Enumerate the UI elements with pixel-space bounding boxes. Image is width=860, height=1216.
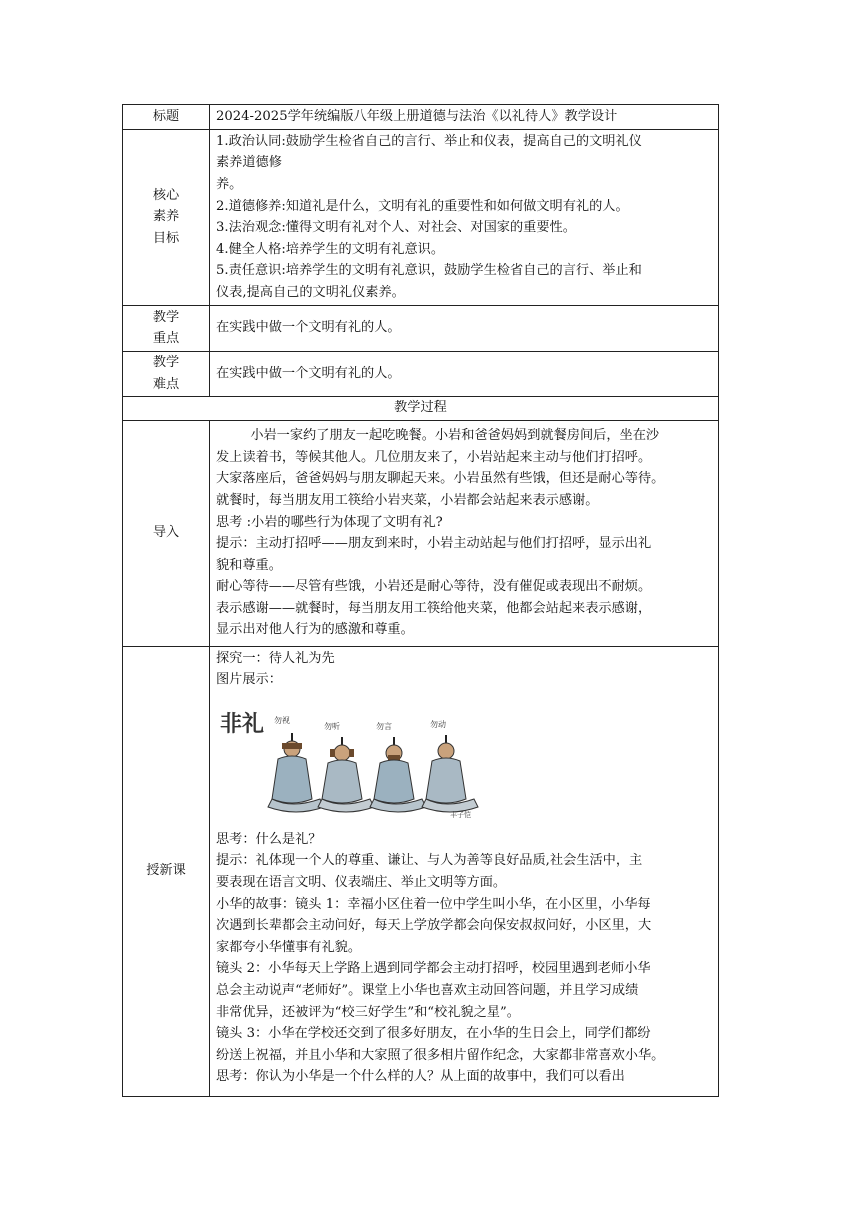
lesson-line: 要表现在语言文明、仪表端庄、举止文明等方面。 [216, 874, 507, 890]
goal-line: 仪表,提高自己的文明礼仪素养。 [216, 284, 405, 300]
difficulty-row [123, 351, 719, 396]
core-goals-row [123, 129, 719, 305]
process-header: 教学过程 [123, 396, 719, 420]
intro-line: 发上读着书，等候其他人。几位朋友来了，小岩站起来主动与他们打招呼。 [216, 449, 652, 465]
illustration-svg [220, 703, 480, 821]
label-line: 难点 [152, 376, 180, 392]
lesson-line: 提示：礼体现一个人的尊重、谦让、与人为善等良好品质,社会生活中，主 [216, 853, 643, 869]
title-label: 标题 [123, 105, 210, 130]
intro-label: 导入 [123, 420, 210, 646]
key-point-content: 在实践中做一个文明有礼的人。 [210, 305, 719, 351]
illustration-signature: 丰子恺 [450, 810, 471, 819]
lesson-line: 非常优异，还被评为“校三好学生”和“校礼貌之星”。 [216, 1004, 520, 1020]
lesson-line: 次遇到长辈都会主动问好，每天上学放学都会向保安叔叔问好，小区里，大 [216, 918, 652, 934]
core-goals-label [123, 129, 210, 305]
lesson-line: 镜头 2：小华每天上学路上遇到同学都会主动打招呼，校园里遇到老师小华 [216, 961, 651, 977]
lesson-line: 家都夸小华懂事有礼貌。 [216, 939, 362, 955]
new-lesson-row [123, 646, 719, 1096]
four-monkeys-illustration [220, 703, 480, 821]
lesson-line: 纷送上祝福，并且小华和大家照了很多相片留作纪念，大家都非常喜欢小华。 [216, 1047, 665, 1063]
label-line: 教学 [152, 309, 180, 325]
caption-see: 勿视 [274, 715, 290, 725]
label-line: 素养 [152, 209, 180, 225]
lesson-line: 思考：你认为小华是一个什么样的人？从上面的故事中，我们可以看出 [216, 1069, 625, 1085]
intro-line: 思考 :小岩的哪些行为体现了文明有礼? [216, 514, 443, 530]
label-line: 目标 [152, 230, 180, 246]
goal-line: 5.责任意识:培养学生的文明有礼意识，鼓励学生检省自己的言行、举止和 [216, 263, 642, 279]
intro-line: 耐心等待——尽管有些饿，小岩还是耐心等待，没有催促或表现出不耐烦。 [216, 579, 652, 595]
lesson-line: 思考：什么是礼？ [216, 831, 322, 847]
new-lesson-content [210, 646, 719, 1096]
difficulty-content: 在实践中做一个文明有礼的人。 [210, 351, 719, 396]
goal-line: 3.法治观念:懂得文明有礼对个人、对社会、对国家的重要性。 [216, 220, 576, 236]
lesson-line: 镜头 3：小华在学校还交到了很多好朋友，在小华的生日会上，同学们都纷 [216, 1026, 651, 1042]
figure-see [268, 733, 324, 812]
label-line: 重点 [152, 331, 180, 347]
intro-line: 貌和尊重。 [216, 557, 282, 573]
document-title: 2024-2025学年统编版八年级上册道德与法治《以礼待人》教学设计 [210, 105, 719, 130]
core-goals-content [210, 129, 719, 305]
caption-hear: 勿听 [324, 721, 340, 731]
figure-move [422, 735, 478, 812]
key-point-row [123, 305, 719, 351]
label-line: 教学 [152, 355, 180, 370]
caption-move: 勿动 [430, 719, 446, 729]
intro-content [210, 420, 719, 646]
goal-line: 2.道德修养:知道礼是什么，文明有礼的重要性和如何做文明有礼的人。 [216, 198, 629, 214]
goal-line: 素养道德修 [216, 155, 282, 171]
lesson-line: 探究一：待人礼为先 [216, 650, 335, 666]
intro-line: 显示出对他人行为的感激和尊重。 [216, 622, 414, 638]
intro-row [123, 420, 719, 646]
intro-line: 大家落座后，爸爸妈妈与朋友聊起天来。小岩虽然有些饿，但还是耐心等待。 [216, 471, 665, 487]
figure-speak [370, 737, 426, 812]
difficulty-label [123, 351, 210, 396]
process-header-row [123, 396, 719, 420]
intro-line: 小岩一家约了朋友一起吃晚餐。小岩和爸爸妈妈到就餐房间后，坐在沙 [250, 428, 660, 444]
lesson-line: 总会主动说声“老师好”。课堂上小华也喜欢主动回答问题，并且学习成绩 [216, 982, 639, 998]
title-row [123, 105, 719, 130]
illustration-title: 非礼 [220, 711, 265, 737]
lesson-line: 图片展示： [216, 672, 282, 688]
intro-line: 就餐时，每当朋友用工筷给小岩夹菜，小岩都会站起来表示感谢。 [216, 492, 599, 508]
figure-hear [318, 737, 374, 812]
lesson-line: 小华的故事：镜头 1：幸福小区住着一位中学生叫小华，在小区里，小华每 [216, 896, 651, 912]
intro-line: 表示感谢——就餐时，每当朋友用工筷给他夹菜，他都会站起来表示感谢， [216, 600, 652, 616]
key-point-label [123, 305, 210, 351]
label-line: 核心 [152, 187, 180, 203]
goal-line: 养。 [216, 176, 243, 192]
caption-speak: 勿言 [376, 721, 392, 731]
goal-line: 1.政治认同:鼓励学生检省自己的言行、举止和仪表，提高自己的文明礼仪 [216, 133, 642, 149]
goal-line: 4.健全人格:培养学生的文明有礼意识。 [216, 241, 445, 257]
intro-line: 提示：主动打招呼——朋友到来时，小岩主动站起与他们打招呼，显示出礼 [216, 536, 652, 552]
new-lesson-label: 授新课 [123, 646, 210, 1096]
lesson-plan-table [122, 104, 719, 1097]
